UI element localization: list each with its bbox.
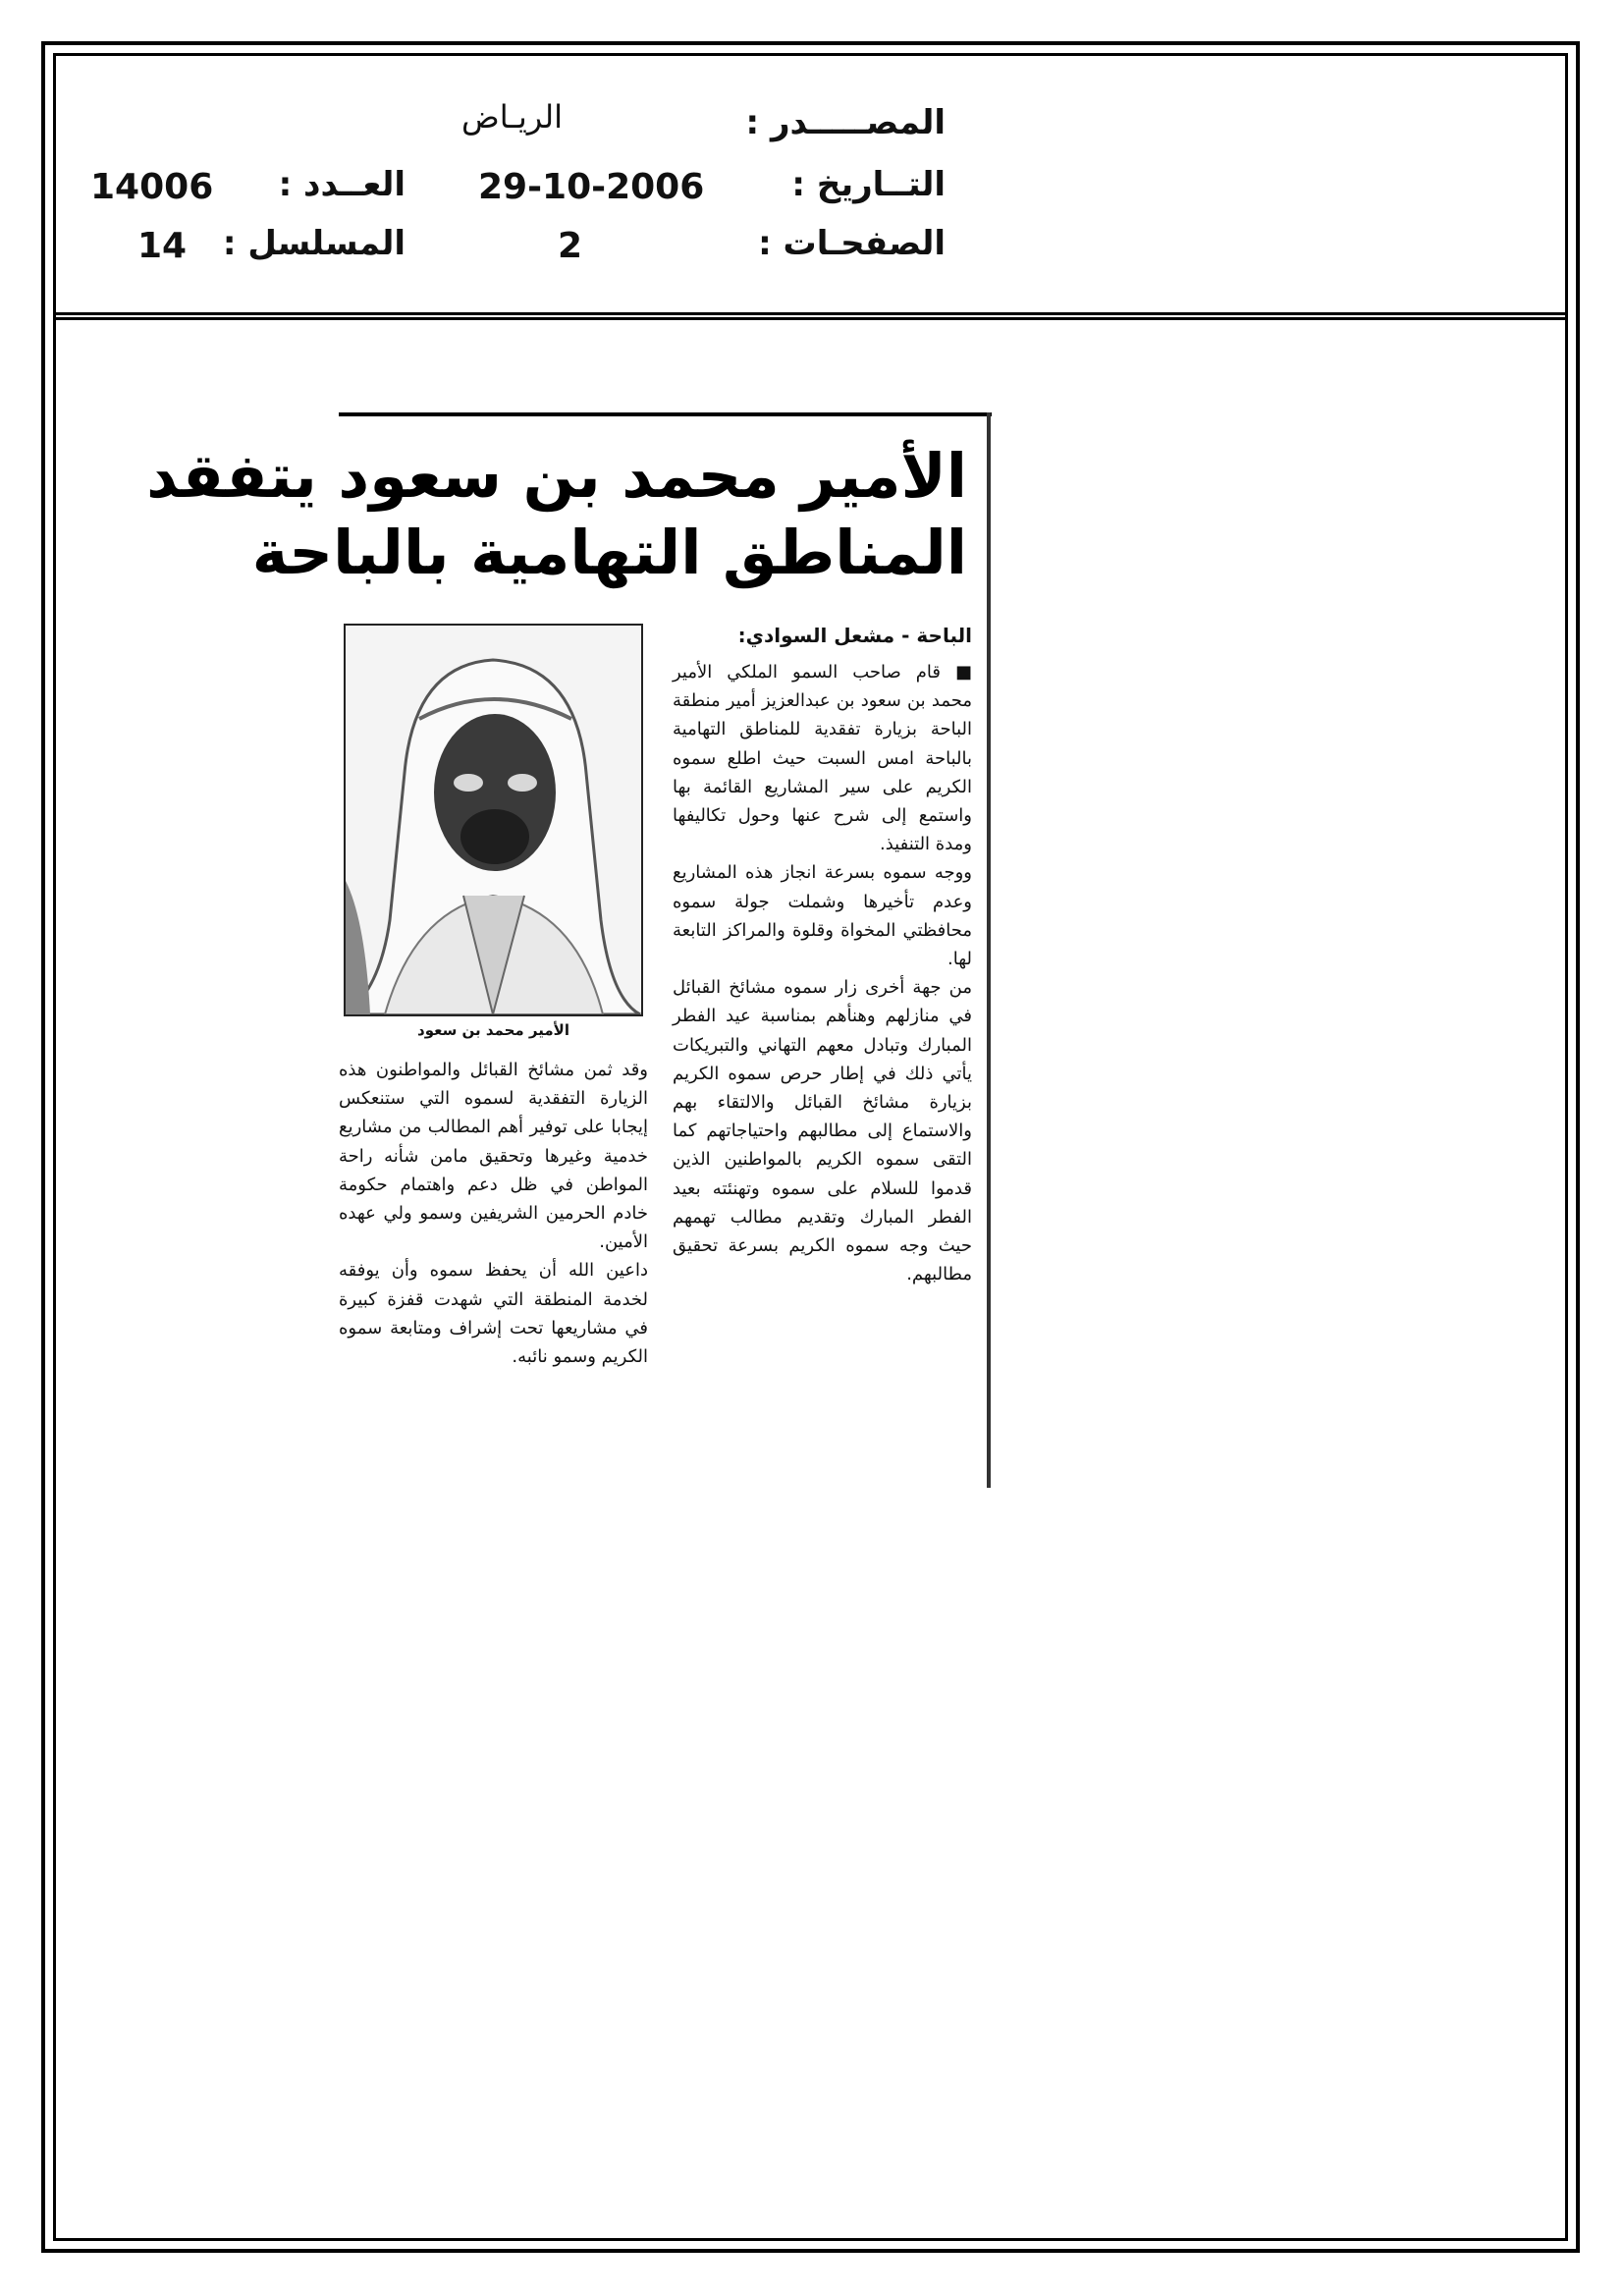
headline-line-1: الأمير محمد بن سعود يتفقد — [146, 440, 967, 512]
issue-label: العــدد : — [278, 165, 406, 204]
paragraph: ووجه سموه بسرعة انجاز هذه المشاريع وعدم تأخيرها وشملت جولة سموه محافظتي المخواة وقلوة والمراكز التابعة لها. — [673, 862, 972, 970]
date-label: التــاريخ : — [791, 165, 946, 204]
photo-caption: الأمير محمد بن سعود — [417, 1021, 569, 1039]
paragraph: من جهة أخرى زار سموه مشائخ القبائل في منازلهم وهنأهم بمناسبة عيد الفطر المبارك وتبادل معهم التهاني والتبريكات يأتي ذلك في إطار حرص سموه الكريم بزيارة مشائخ القبائل والالتقاء بهم والاستماع إلى مطالبهم واحتياجاتهم كما التقى سموه الكريم بالمواطنين الذين قدموا للسلام على سموه وتهنئته بعيد الفطر المبارك وتقديم مطالب تهمهم حيث وجه سموه الكريم بسرعة تحقيق مطالبهم. — [673, 977, 972, 1285]
paragraph: وقد ثمن مشائخ القبائل والمواطنون هذه الزيارة التفقدية لسموه التي ستنعكس إيجابا على توفير أهم المطالب من مشاريع خدمية وغيرها وتحقيق مامن شأنه راحة المواطن في ظل دعم واهتمام حكومة خادم الحرمين الشريفين وسمو ولي عهده الأمين. — [339, 1060, 648, 1253]
serial-value: 14 — [137, 226, 188, 266]
portrait-image — [346, 626, 641, 1014]
header-separator — [53, 312, 1568, 320]
pages-value: 2 — [558, 226, 583, 266]
clipping-top-rule — [339, 412, 992, 416]
paragraph: ■ قام صاحب السمو الملكي الأمير محمد بن سعود بن عبدالعزيز أمير منطقة الباحة بزيارة تفقدية للمناطق التهامية بالباحة امس السبت حيث اطلع سموه الكريم على سير المشاريع القائمة بها واستمع إلى شرح عنها وحول تكاليفها ومدة التنفيذ. — [673, 662, 972, 855]
clipping-right-rule — [987, 412, 991, 1488]
paragraph: داعين الله أن يحفظ سموه وأن يوفقه لخدمة المنطقة التي شهدت قفزة كبيرة في مشاريعها تحت إشراف ومتابعة سموه الكريم وسمو نائبه. — [339, 1260, 648, 1368]
source-value: الريـاض — [461, 98, 564, 136]
article-column-right — [673, 658, 972, 1288]
serial-label: المسلسل : — [222, 224, 406, 263]
newspaper-clipping — [146, 412, 992, 1488]
date-value: 29-10-2006 — [478, 167, 705, 207]
headline-line-2: المناطق التهامية بالباحة — [251, 517, 967, 588]
pages-label: الصفحـات : — [758, 224, 946, 263]
byline: الباحة - مشعل السوادي: — [737, 624, 972, 647]
source-label: المصـــــدر : — [745, 103, 946, 142]
issue-value: 14006 — [90, 167, 214, 207]
article-column-left — [339, 1056, 648, 1371]
portrait-photo — [344, 624, 643, 1016]
